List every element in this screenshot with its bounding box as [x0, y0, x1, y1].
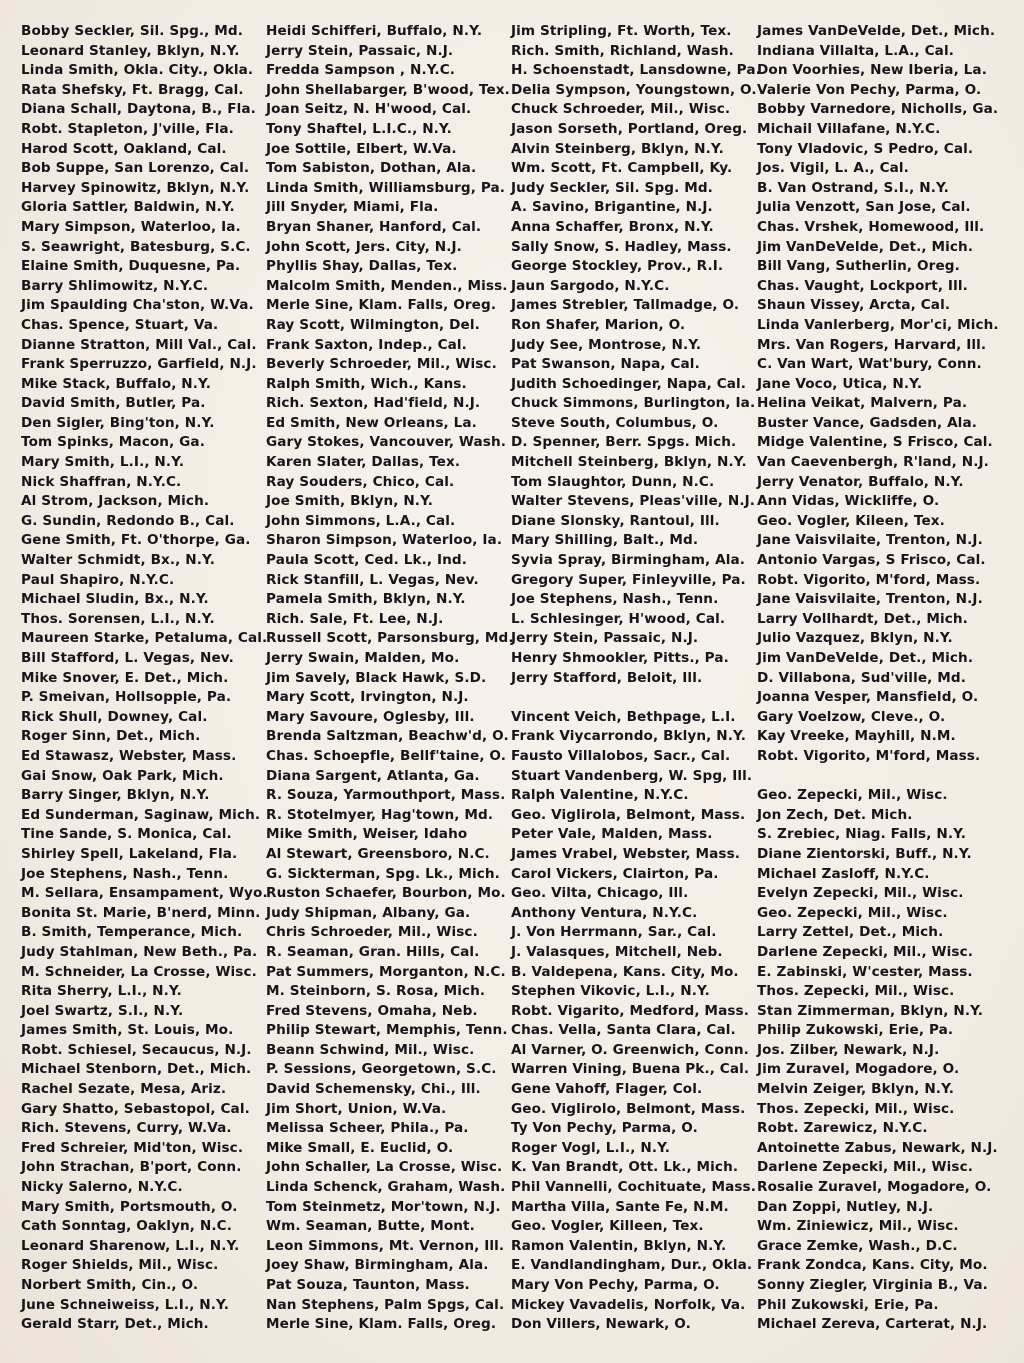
name-entry: Phil Zukowski, Erie, Pa. — [757, 1296, 939, 1313]
name-entry: Karen Slater, Dallas, Tex. — [266, 454, 461, 471]
name-entry: R. Seaman, Gran. Hills, Cal. — [266, 943, 480, 960]
name-entry: B. Valdepena, Kans. City, Mo. — [511, 963, 739, 980]
name-entry: Jane Vaisvilaite, Trenton, N.J. — [757, 591, 983, 608]
name-entry: P. Smeivan, Hollsopple, Pa. — [21, 689, 232, 706]
name-entry: Michael Sludin, Bx., N.Y. — [21, 591, 209, 608]
name-entry: David Schemensky, Chi., Ill. — [266, 1081, 481, 1098]
name-entry: Frank Zondca, Kans. City, Mo. — [757, 1257, 988, 1274]
name-entry: Tom Spinks, Macon, Ga. — [21, 434, 205, 451]
name-entry: Frank Sperruzzo, Garfield, N.J. — [21, 356, 257, 373]
name-entry: Chas. Vella, Santa Clara, Cal. — [511, 1022, 736, 1039]
name-entry: Helina Veikat, Malvern, Pa. — [757, 395, 968, 412]
name-entry: Jim Short, Union, W.Va. — [266, 1100, 447, 1117]
name-entry: Phyllis Shay, Dallas, Tex. — [266, 258, 458, 275]
name-entry: B. Smith, Temperance, Mich. — [21, 924, 243, 941]
name-entry: Dianne Stratton, Mill Val., Cal. — [21, 336, 257, 353]
name-entry: Mike Stack, Buffalo, N.Y. — [21, 375, 212, 392]
name-entry: Joel Swartz, S.I., N.Y. — [21, 1002, 184, 1019]
name-entry: Chuck Simmons, Burlington, Ia. — [511, 395, 756, 412]
name-entry: Mitchell Steinberg, Bklyn, N.Y. — [511, 454, 747, 471]
name-entry: Tony Vladovic, S Pedro, Cal. — [757, 140, 974, 157]
name-entry: M. Schneider, La Crosse, Wisc. — [21, 963, 257, 980]
name-entry: Robt. Stapleton, J'ville, Fla. — [21, 120, 234, 137]
name-entry: Al Varner, O. Greenwich, Conn. — [511, 1041, 749, 1058]
name-entry: Chuck Schroeder, Mil., Wisc. — [511, 101, 731, 118]
name-entry: Syvia Spray, Birmingham, Ala. — [511, 552, 746, 569]
name-entry: Mary Smith, Portsmouth, O. — [21, 1198, 238, 1215]
name-entry: Ed Stawasz, Webster, Mass. — [21, 747, 237, 764]
name-entry: Bonita St. Marie, B'nerd, Minn. — [21, 904, 261, 921]
name-entry: Larry Vollhardt, Det., Mich. — [757, 610, 968, 627]
name-entry: Al Stewart, Greensboro, N.C. — [266, 845, 490, 862]
name-entry: Antonio Vargas, S Frisco, Cal. — [757, 552, 986, 569]
name-entry: Grace Zemke, Wash., D.C. — [757, 1237, 958, 1254]
name-entry: Frank Viycarrondo, Bklyn, N.Y. — [511, 728, 746, 745]
name-entry: Jos. Zilber, Newark, N.J. — [757, 1041, 940, 1058]
name-entry: L. Schlesinger, H'wood, Cal. — [511, 610, 726, 627]
name-entry: Rata Shefsky, Ft. Bragg, Cal. — [21, 81, 244, 98]
name-entry: Kay Vreeke, Mayhill, N.M. — [757, 728, 956, 745]
name-entry — [757, 767, 999, 787]
name-entry: Fausto Villalobos, Sacr., Cal. — [511, 747, 731, 764]
name-entry: Rita Sherry, L.I., N.Y. — [21, 983, 182, 1000]
name-entry: Ray Souders, Chico, Cal. — [266, 473, 455, 490]
name-entry: George Stockley, Prov., R.I. — [511, 258, 724, 275]
name-entry: Heidi Schifferi, Buffalo, N.Y. — [266, 23, 483, 39]
name-entry: Shaun Vissey, Arcta, Cal. — [757, 297, 951, 314]
name-entry: Rich. Sexton, Had'field, N.J. — [266, 395, 481, 412]
name-entry: Jason Sorseth, Portland, Oreg. — [511, 120, 748, 137]
name-entry: Robt. Zarewicz, N.Y.C. — [757, 1120, 928, 1137]
name-entry: Rosalie Zuravel, Mogadore, O. — [757, 1179, 992, 1196]
name-entry: Barry Shlimowitz, N.Y.C. — [21, 277, 209, 294]
name-entry: Thos. Zepecki, Mil., Wisc. — [757, 983, 955, 1000]
name-entry: Geo. Vilta, Chicago, Ill. — [511, 885, 689, 902]
name-entry: Rick Shull, Downey, Cal. — [21, 708, 208, 725]
name-entry: H. Schoenstadt, Lansdowne, Pa. — [511, 62, 761, 79]
name-entry: Bob Suppe, San Lorenzo, Cal. — [21, 160, 250, 177]
name-entry: G. Sickterman, Spg. Lk., Mich. — [266, 865, 500, 882]
name-entry: David Smith, Butler, Pa. — [21, 395, 206, 412]
name-entry: Mary Simpson, Waterloo, Ia. — [21, 218, 241, 235]
name-entry: Jim VanDeVelde, Det., Mich. — [757, 238, 974, 255]
name-entry: Russell Scott, Parsonsburg, Md. — [266, 630, 514, 647]
name-entry: M. Steinborn, S. Rosa, Mich. — [266, 983, 486, 1000]
name-entry: Ann Vidas, Wickliffe, O. — [757, 493, 940, 510]
name-entry: Joe Stephens, Nash., Tenn. — [511, 591, 719, 608]
name-entry: Brenda Saltzman, Beachw'd, O. — [266, 728, 509, 745]
name-entry: Geo. Viglirola, Belmont, Mass. — [511, 806, 746, 823]
name-entry: Norbert Smith, Cin., O. — [21, 1277, 199, 1293]
name-entry: Judy See, Montrose, N.Y. — [511, 336, 702, 353]
name-entry: Vincent Veich, Bethpage, L.I. — [511, 708, 736, 725]
name-entry: Gene Smith, Ft. O'thorpe, Ga. — [21, 532, 251, 549]
name-entry: Diane Slonsky, Rantoul, Ill. — [511, 512, 720, 529]
name-entry: Pamela Smith, Bklyn, N.Y. — [266, 591, 466, 608]
name-entry — [511, 688, 761, 708]
name-entry: Leon Simmons, Mt. Vernon, Ill. — [266, 1237, 505, 1254]
name-entry: Jim Savely, Black Hawk, S.D. — [266, 669, 487, 686]
name-entry: Fred Stevens, Omaha, Neb. — [266, 1002, 478, 1019]
name-entry: Evelyn Zepecki, Mil., Wisc. — [757, 885, 964, 902]
name-entry: Geo. Viglirolo, Belmont, Mass. — [511, 1100, 746, 1117]
name-entry: Melissa Scheer, Phila., Pa. — [266, 1120, 469, 1137]
name-entry: John Schaller, La Crosse, Wisc. — [266, 1159, 503, 1176]
name-entry: Linda Schenck, Graham, Wash. — [266, 1179, 506, 1196]
name-entry: S. Zrebiec, Niag. Falls, N.Y. — [757, 826, 967, 843]
name-entry: D. Villabona, Sud'ville, Md. — [757, 669, 966, 686]
name-entry: Ed Sunderman, Saginaw, Mich. — [21, 806, 261, 823]
name-entry: Jerry Stein, Passaic, N.J. — [511, 630, 699, 647]
name-entry: Joe Smith, Bklyn, N.Y. — [266, 493, 434, 510]
name-entry: D. Spenner, Berr. Spgs. Mich. — [511, 434, 737, 451]
name-entry: Anna Schaffer, Bronx, N.Y. — [511, 218, 714, 235]
name-entry: Mary Shilling, Balt., Md. — [511, 532, 699, 549]
name-entry: Nan Stephens, Palm Spgs, Cal. — [266, 1296, 505, 1313]
name-entry: Gary Shatto, Sebastopol, Cal. — [21, 1100, 250, 1117]
name-entry: Ramon Valentin, Bklyn, N.Y. — [511, 1237, 727, 1254]
name-entry: Cath Sonntag, Oaklyn, N.C. — [21, 1218, 232, 1235]
name-entry: S. Seawright, Batesburg, S.C. — [21, 238, 251, 255]
name-entry: Philip Stewart, Memphis, Tenn. — [266, 1022, 508, 1039]
name-entry: Stephen Vikovic, L.I., N.Y. — [511, 983, 710, 1000]
name-entry: Joe Stephens, Nash., Tenn. — [21, 865, 229, 882]
name-entry: Tom Sabiston, Dothan, Ala. — [266, 160, 477, 177]
name-entry: Jos. Vigil, L. A., Cal. — [757, 160, 909, 177]
name-entry: Julio Vazquez, Bklyn, N.Y. — [757, 630, 953, 647]
name-entry: John Scott, Jers. City, N.J. — [266, 238, 462, 255]
name-entry: Tine Sande, S. Monica, Cal. — [21, 826, 232, 843]
name-entry: Mickey Vavadelis, Norfolk, Va. — [511, 1296, 746, 1313]
name-entry: James Vrabel, Webster, Mass. — [511, 845, 741, 862]
name-entry: Dan Zoppi, Nutley, N.J. — [757, 1198, 934, 1215]
name-entry: Mike Snover, E. Det., Mich. — [21, 669, 229, 686]
name-entry: Chas. Spence, Stuart, Va. — [21, 316, 219, 333]
name-entry: Mike Small, E. Euclid, O. — [266, 1139, 454, 1156]
name-column-4 — [757, 22, 999, 1335]
name-entry: Sally Snow, S. Hadley, Mass. — [511, 238, 732, 255]
name-entry: B. Van Ostrand, S.I., N.Y. — [757, 179, 949, 196]
name-entry: Chris Schroeder, Mil., Wisc. — [266, 924, 478, 941]
name-entry: Fredda Sampson , N.Y.C. — [266, 62, 456, 79]
name-entry: Robt. Vigorito, M'ford, Mass. — [757, 747, 981, 764]
name-entry: Van Caevenbergh, R'land, N.J. — [757, 454, 989, 471]
name-entry: Geo. Zepecki, Mil., Wisc. — [757, 904, 948, 921]
name-entry: Chas. Vaught, Lockport, Ill. — [757, 277, 968, 294]
name-entry: John Simmons, L.A., Cal. — [266, 512, 456, 529]
name-entry: Phil Vannelli, Cochituate, Mass. — [511, 1179, 757, 1196]
name-entry: Jerry Swain, Malden, Mo. — [266, 650, 460, 666]
name-entry: Roger Vogl, L.I., N.Y. — [511, 1139, 671, 1156]
name-entry: E. Vandlandingham, Dur., Okla. — [511, 1257, 753, 1274]
name-entry: Valerie Von Pechy, Parma, O. — [757, 81, 982, 98]
name-entry: Wm. Ziniewicz, Mil., Wisc. — [757, 1218, 959, 1235]
name-entry: Peter Vale, Malden, Mass. — [511, 826, 713, 843]
name-entry: Nick Shaffran, N.Y.C. — [21, 473, 182, 490]
name-entry: Wm. Scott, Ft. Campbell, Ky. — [511, 160, 733, 177]
name-entry: Delia Sympson, Youngstown, O. — [511, 81, 757, 98]
name-entry: Walter Schmidt, Bx., N.Y. — [21, 552, 215, 569]
name-entry: Bill Vang, Sutherlin, Oreg. — [757, 258, 960, 275]
name-entry: A. Savino, Brigantine, N.J. — [511, 199, 713, 216]
name-entry: Linda Smith, Okla. City., Okla. — [21, 62, 254, 79]
name-entry: Don Voorhies, New Iberia, La. — [757, 62, 987, 79]
name-entry: Frank Saxton, Indep., Cal. — [266, 336, 467, 353]
name-entry: Gloria Sattler, Baldwin, N.Y. — [21, 199, 235, 216]
name-entry: Bryan Shaner, Hanford, Cal. — [266, 218, 482, 235]
name-entry: Robt. Schiesel, Secaucus, N.J. — [21, 1041, 252, 1058]
name-entry: Beverly Schroeder, Mil., Wisc. — [266, 356, 497, 373]
name-entry: R. Souza, Yarmouthport, Mass. — [266, 787, 506, 804]
name-entry: Rich. Sale, Ft. Lee, N.J. — [266, 610, 444, 627]
name-entry: Merle Sine, Klam. Falls, Oreg. — [266, 297, 497, 314]
name-entry: Mary Scott, Irvington, N.J. — [266, 689, 469, 706]
name-entry: Ed Smith, New Orleans, La. — [266, 414, 477, 431]
name-entry: Paula Scott, Ced. Lk., Ind. — [266, 552, 468, 569]
name-entry: Rick Stanfill, L. Vegas, Nev. — [266, 571, 479, 588]
name-entry: Bobby Seckler, Sil. Spg., Md. — [21, 23, 243, 39]
name-entry: Robt. Vigorito, M'ford, Mass. — [757, 571, 981, 588]
name-entry: Gene Vahoff, Flager, Col. — [511, 1081, 703, 1098]
name-entry: Diane Zientorski, Buff., N.Y. — [757, 845, 972, 862]
name-entry: Don Villers, Newark, O. — [511, 1316, 691, 1333]
name-entry: Mary Smith, L.I., N.Y. — [21, 454, 185, 471]
name-entry: Ralph Valentine, N.Y.C. — [511, 787, 689, 804]
name-entry: Midge Valentine, S Frisco, Cal. — [757, 434, 993, 451]
name-entry: Joey Shaw, Birmingham, Ala. — [266, 1257, 489, 1274]
name-column-3 — [511, 22, 761, 1335]
name-entry: Elaine Smith, Duquesne, Pa. — [21, 258, 241, 275]
name-entry: Beann Schwind, Mil., Wisc. — [266, 1041, 475, 1058]
name-entry: Harvey Spinowitz, Bklyn, N.Y. — [21, 179, 250, 196]
name-entry: Den Sigler, Bing'ton, N.Y. — [21, 414, 215, 431]
name-entry: Shirley Spell, Lakeland, Fla. — [21, 845, 238, 862]
name-entry: Linda Smith, Williamsburg, Pa. — [266, 179, 506, 196]
name-entry: Jim VanDeVelde, Det., Mich. — [757, 650, 974, 666]
name-entry: K. Van Brandt, Ott. Lk., Mich. — [511, 1159, 739, 1176]
name-entry: Judith Schoedinger, Napa, Cal. — [511, 375, 747, 392]
name-column-1 — [21, 22, 268, 1335]
name-entry: Michael Zereva, Carterat, N.J. — [757, 1316, 988, 1333]
name-entry: Jim Zuravel, Mogadore, O. — [757, 1061, 960, 1078]
name-entry: Thos. Sorensen, L.I., N.Y. — [21, 610, 215, 627]
name-entry: Buster Vance, Gadsden, Ala. — [757, 414, 977, 431]
name-entry: Gai Snow, Oak Park, Mich. — [21, 767, 224, 784]
name-entry: Jerry Venator, Buffalo, N.Y. — [757, 473, 964, 490]
name-entry: Judy Shipman, Albany, Ga. — [266, 904, 471, 921]
name-entry: Mike Smith, Weiser, Idaho — [266, 826, 468, 843]
name-entry: Fred Schreier, Mid'ton, Wisc. — [21, 1139, 244, 1156]
name-entry: John Shellabarger, B'wood, Tex. — [266, 81, 510, 98]
name-entry: Gary Voelzow, Cleve., O. — [757, 708, 946, 725]
name-entry: E. Zabinski, W'cester, Mass. — [757, 963, 973, 980]
name-entry: Geo. Vogler, Kileen, Tex. — [757, 512, 945, 529]
name-entry: John Strachan, B'port, Conn. — [21, 1159, 242, 1176]
name-entry: Larry Zettel, Det., Mich. — [757, 924, 944, 941]
name-entry: Tom Steinmetz, Mor'town, N.J. — [266, 1198, 501, 1215]
name-entry: Joanna Vesper, Mansfield, O. — [757, 689, 979, 706]
name-entry: Roger Shields, Mil., Wisc. — [21, 1257, 219, 1274]
name-entry: Alvin Steinberg, Bklyn, N.Y. — [511, 140, 724, 157]
name-entry: Jerry Stein, Passaic, N.J. — [266, 42, 454, 59]
name-entry: Tom Slaughtor, Dunn, N.C. — [511, 473, 715, 490]
name-entry: James Smith, St. Louis, Mo. — [21, 1022, 234, 1039]
name-entry: Ralph Smith, Wich., Kans. — [266, 375, 467, 392]
name-entry: Geo. Vogler, Killeen, Tex. — [511, 1218, 704, 1235]
name-entry: M. Sellara, Ensampament, Wyo. — [21, 885, 268, 902]
name-entry: Bobby Varnedore, Nicholls, Ga. — [757, 101, 999, 118]
name-entry: Leonard Stanley, Bklyn, N.Y. — [21, 42, 240, 59]
name-entry: Henry Shmookler, Pitts., Pa. — [511, 650, 729, 666]
name-entry: Stan Zimmerman, Bklyn, N.Y. — [757, 1002, 984, 1019]
name-entry: Barry Singer, Bklyn, N.Y. — [21, 787, 210, 804]
name-entry: Al Strom, Jackson, Mich. — [21, 493, 210, 510]
name-entry: Nicky Salerno, N.Y.C. — [21, 1179, 183, 1196]
name-entry: James Strebler, Tallmadge, O. — [511, 297, 740, 314]
name-entry: Jim Spaulding Cha'ston, W.Va. — [21, 297, 254, 314]
name-entry: Chas. Vrshek, Homewood, Ill. — [757, 218, 985, 235]
name-entry: Julia Venzott, San Jose, Cal. — [757, 199, 971, 216]
name-entry: Carol Vickers, Clairton, Pa. — [511, 865, 719, 882]
name-entry: C. Van Wart, Wat'bury, Conn. — [757, 356, 982, 373]
name-entry: James VanDeVelde, Det., Mich. — [757, 23, 996, 39]
name-entry: Rich. Smith, Richland, Wash. — [511, 42, 734, 59]
name-entry: Sonny Ziegler, Virginia B., Va. — [757, 1277, 988, 1293]
name-entry: Leonard Sharenow, L.I., N.Y. — [21, 1237, 240, 1254]
name-entry: Jane Vaisvilaite, Trenton, N.J. — [757, 532, 983, 549]
name-entry: Pat Souza, Taunton, Mass. — [266, 1277, 470, 1293]
name-entry: June Schneiweiss, L.I., N.Y. — [21, 1296, 230, 1313]
name-entry: J. Von Herrmann, Sar., Cal. — [511, 924, 717, 941]
name-entry: Mrs. Van Rogers, Harvard, Ill. — [757, 336, 987, 353]
name-entry: Darlene Zepecki, Mil., Wisc. — [757, 1159, 974, 1176]
name-entry: Rachel Sezate, Mesa, Ariz. — [21, 1081, 227, 1098]
name-entry: Judy Seckler, Sil. Spg. Md. — [511, 179, 713, 196]
name-entry: Stuart Vandenberg, W. Spg, Ill. — [511, 767, 753, 784]
name-entry: R. Stotelmyer, Hag'town, Md. — [266, 806, 494, 823]
name-entry: Maureen Starke, Petaluma, Cal. — [21, 630, 268, 647]
name-entry: Mary Von Pechy, Parma, O. — [511, 1277, 720, 1293]
name-entry: Jaun Sargodo, N.Y.C. — [511, 277, 670, 294]
name-entry: Anthony Ventura, N.Y.C. — [511, 904, 698, 921]
name-entry: Joe Sottile, Elbert, W.Va. — [266, 140, 457, 157]
name-entry: Jill Snyder, Miami, Fla. — [266, 199, 439, 216]
name-entry: Linda Vanlerberg, Mor'ci, Mich. — [757, 316, 999, 333]
name-entry: Gerald Starr, Det., Mich. — [21, 1316, 209, 1333]
name-entry: J. Valasques, Mitchell, Neb. — [511, 943, 723, 960]
name-entry: Gary Stokes, Vancouver, Wash. — [266, 434, 507, 451]
name-entry: Mary Savoure, Oglesby, Ill. — [266, 708, 475, 725]
name-entry: Roger Sinn, Det., Mich. — [21, 728, 201, 745]
name-entry: Pat Swanson, Napa, Cal. — [511, 356, 700, 373]
name-entry: Thos. Zepecki, Mil., Wisc. — [757, 1100, 955, 1117]
name-entry: Michael Zasloff, N.Y.C. — [757, 865, 930, 882]
name-entry: Sharon Simpson, Waterloo, Ia. — [266, 532, 503, 549]
name-entry: Ron Shafer, Marion, O. — [511, 316, 686, 333]
name-entry: Gregory Super, Finleyville, Pa. — [511, 571, 746, 588]
name-entry: Antoinette Zabus, Newark, N.J. — [757, 1139, 998, 1156]
name-column-2 — [266, 22, 514, 1335]
name-entry: Tony Shaftel, L.I.C., N.Y. — [266, 120, 452, 137]
name-entry: Judy Stahlman, New Beth., Pa. — [21, 943, 258, 960]
name-entry: Steve South, Columbus, O. — [511, 414, 719, 431]
name-entry: Rich. Stevens, Curry, W.Va. — [21, 1120, 232, 1137]
name-entry: Robt. Vigarito, Medford, Mass. — [511, 1002, 749, 1019]
name-entry: Jerry Stafford, Beloit, Ill. — [511, 669, 703, 686]
name-entry: Ty Von Pechy, Parma, O. — [511, 1120, 698, 1137]
name-entry: Jim Stripling, Ft. Worth, Tex. — [511, 23, 732, 39]
name-entry: Merle Sine, Klam. Falls, Oreg. — [266, 1316, 497, 1333]
name-entry: Wm. Seaman, Butte, Mont. — [266, 1218, 475, 1235]
name-entry: Indiana Villalta, L.A., Cal. — [757, 42, 954, 59]
name-entry: Malcolm Smith, Menden., Miss. — [266, 277, 508, 294]
name-entry: Philip Zukowski, Erie, Pa. — [757, 1022, 954, 1039]
name-entry: Paul Shapiro, N.Y.C. — [21, 571, 175, 588]
name-entry: P. Sessions, Georgetown, S.C. — [266, 1061, 497, 1078]
name-entry: Ray Scott, Wilmington, Del. — [266, 316, 480, 333]
name-entry: Diana Sargent, Atlanta, Ga. — [266, 767, 480, 784]
name-entry: Joan Seitz, N. H'wood, Cal. — [266, 101, 472, 118]
name-entry: Ruston Schaefer, Bourbon, Mo. — [266, 885, 506, 902]
name-entry: Jon Zech, Det. Mich. — [757, 806, 913, 823]
name-entry: Melvin Zeiger, Bklyn, N.Y. — [757, 1081, 955, 1098]
name-entry: Walter Stevens, Pleas'ville, N.J. — [511, 493, 756, 510]
name-entry: Diana Schall, Daytona, B., Fla. — [21, 101, 256, 118]
name-entry: Jane Voco, Utica, N.Y. — [757, 375, 923, 392]
name-entry: Pat Summers, Morganton, N.C. — [266, 963, 506, 980]
name-entry: Michael Stenborn, Det., Mich. — [21, 1061, 252, 1078]
name-entry: Geo. Zepecki, Mil., Wisc. — [757, 787, 948, 804]
name-entry: Harod Scott, Oakland, Cal. — [21, 140, 227, 157]
name-entry: Michail Villafane, N.Y.C. — [757, 120, 941, 137]
name-entry: Bill Stafford, L. Vegas, Nev. — [21, 650, 234, 666]
name-entry: Chas. Schoepfle, Bellf'taine, O. — [266, 747, 507, 764]
name-entry: Martha Villa, Sante Fe, N.M. — [511, 1198, 729, 1215]
name-entry: Warren Vining, Buena Pk., Cal. — [511, 1061, 750, 1078]
name-entry: G. Sundin, Redondo B., Cal. — [21, 512, 235, 529]
name-entry: Darlene Zepecki, Mil., Wisc. — [757, 943, 974, 960]
